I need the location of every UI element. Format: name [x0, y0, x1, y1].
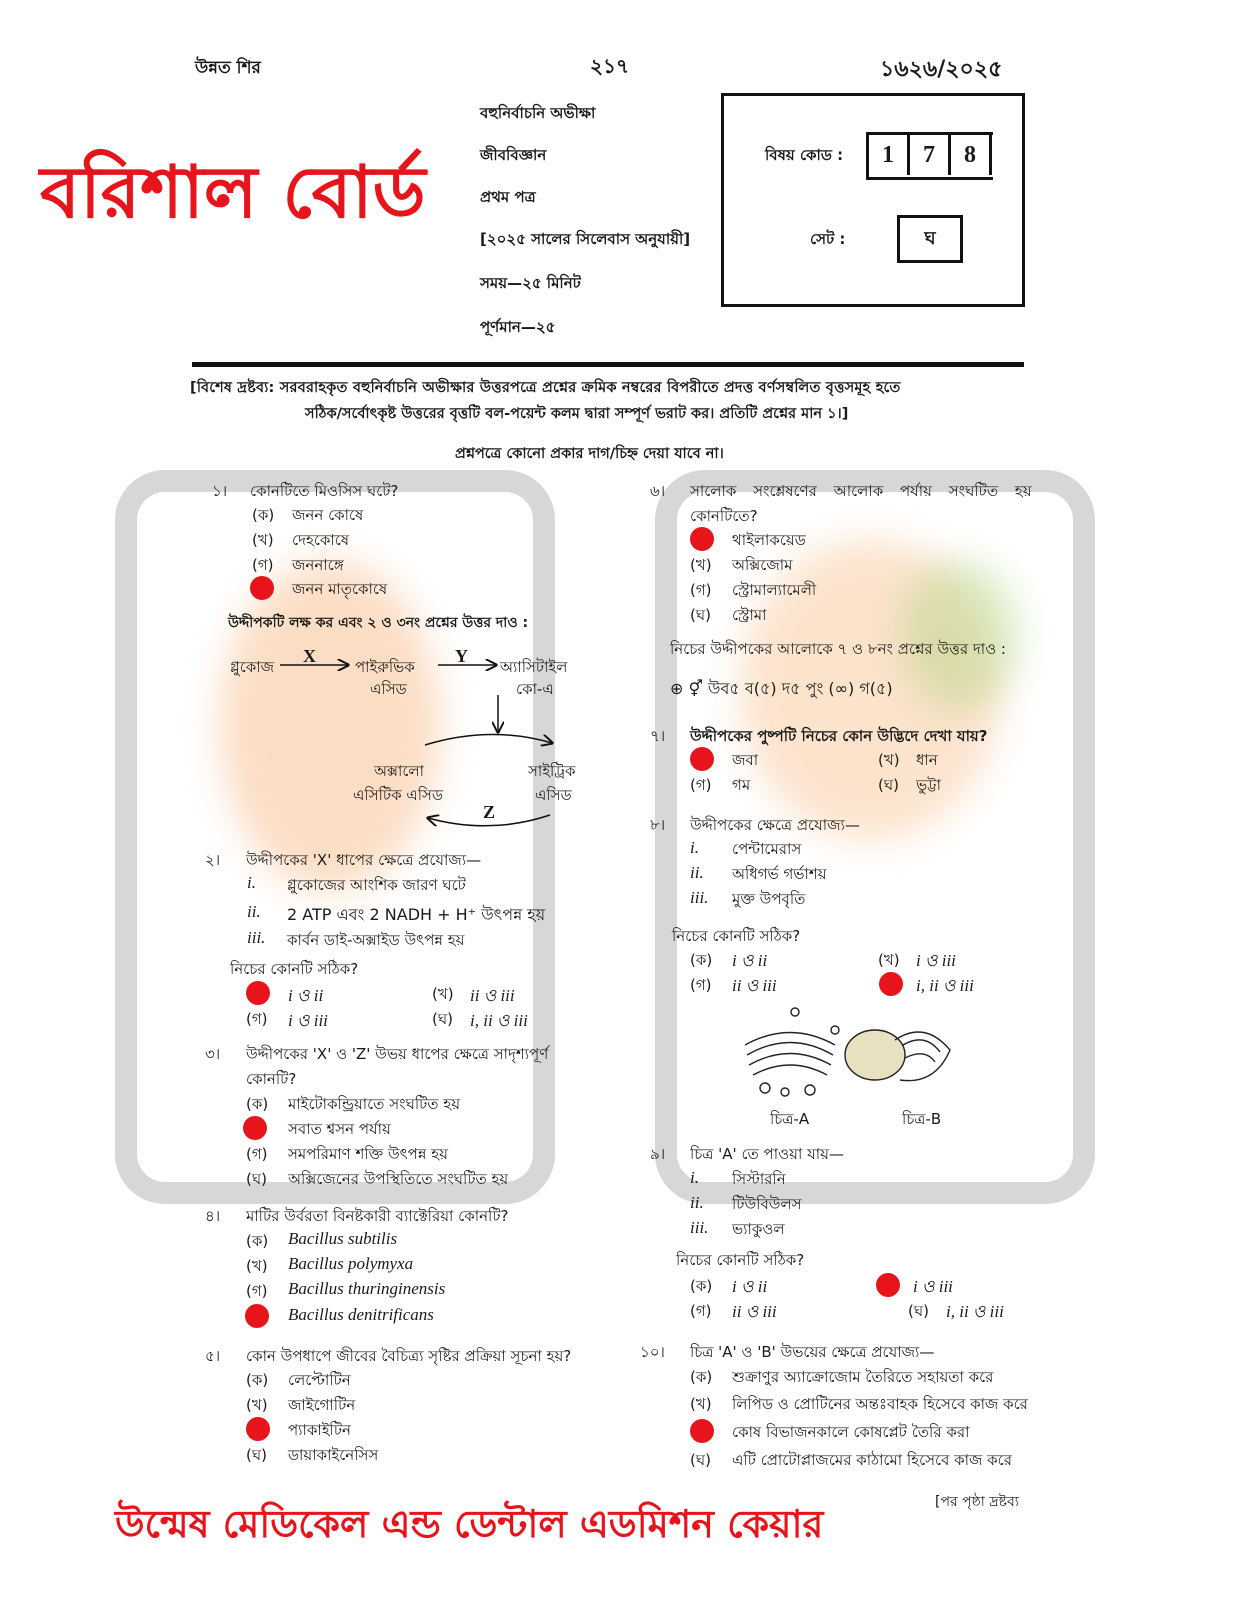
option-text: জনন মাতৃকোষে	[292, 580, 388, 598]
question-number: ৫।	[205, 1347, 221, 1365]
option-text: লিপিড ও প্রোটিনের অন্তঃবাহক হিসেবে কাজ করে	[732, 1395, 1028, 1413]
option-text: জাইগোটিন	[288, 1396, 356, 1414]
option-text: সমপরিমাণ শক্তি উৎপন্ন হয়	[288, 1145, 448, 1163]
question-number: ৪।	[205, 1207, 221, 1225]
statement-text: অধিগর্ভ গর্ভাশয়	[732, 865, 827, 883]
option-label: (ক)	[690, 1277, 713, 1295]
label-y: Y	[455, 646, 468, 666]
marked-answer-dot	[876, 1273, 900, 1297]
question-number: ২।	[205, 851, 221, 869]
stimulus-text: নিচের উদ্দীপকের আলোকে ৭ ও ৮নং প্রশ্নের উত্তর দাও :	[670, 640, 1006, 658]
stimulus-text: উদ্দীপকটি লক্ষ কর এবং ২ ও ৩নং প্রশ্নের উত্তর দাও :	[228, 615, 529, 631]
statement-text: 2 ATP এবং 2 NADH + H⁺ উৎপন্ন হয়	[287, 905, 546, 924]
golgi-figure-b	[845, 1030, 950, 1081]
option-text: ii ও iii	[732, 1302, 777, 1321]
option-text: প্যাকাইটিন	[288, 1421, 351, 1439]
instructions-note: প্রশ্নপত্রে কোনো প্রকার দাগ/চিহ্ন দেয়া যাবে না।	[455, 446, 724, 462]
option-label: (গ)	[246, 1145, 268, 1163]
question-text: উদ্দীপকের পুষ্পটি নিচের কোন উদ্ভিদে দেখা যায়?	[690, 727, 988, 745]
marked-answer-dot	[879, 972, 903, 996]
statement-text: ভ্যাকুওল	[732, 1220, 785, 1238]
label-citric-acid: এসিড	[535, 786, 572, 804]
statement-number: iii.	[690, 1218, 709, 1237]
option-text: জননাঙ্গে	[292, 556, 344, 574]
option-label: (ঘ)	[690, 1451, 711, 1469]
option-label: (গ)	[246, 1282, 268, 1300]
option-label: (খ)	[690, 1395, 712, 1413]
option-label: (ক)	[246, 1095, 269, 1113]
option-text: দেহকোষে	[292, 531, 350, 549]
floral-formula: ⊕ ⚥ উব৫ ব(৫) দ৫ পুং (∞) গ(৫)	[670, 679, 893, 698]
option-label: (খ)	[690, 556, 712, 574]
label-acetyl: অ্যাসিটাইল	[500, 658, 568, 676]
option-text: ডায়াকাইনেসিস	[288, 1446, 379, 1464]
option-text: গম	[732, 776, 751, 794]
option-text: ii ও iii	[732, 976, 777, 995]
option-text: জনন কোষে	[292, 506, 364, 524]
subject: জীববিজ্ঞান	[480, 146, 547, 164]
subject-code-digits	[866, 132, 993, 180]
statement-text: পেন্টামেরাস	[732, 840, 802, 858]
statement-text: সিস্টারনি	[732, 1170, 786, 1188]
statement-number: ii.	[690, 1193, 704, 1212]
statement-number: iii.	[690, 888, 709, 907]
statement-number: i.	[247, 873, 256, 892]
option-text: জবা	[732, 751, 759, 769]
code-digit: 1	[869, 135, 910, 175]
option-text: থাইলাকয়েড	[732, 531, 806, 549]
cycle-arc-top	[425, 734, 552, 745]
instructions-line2: সঠিক/সর্বোৎকৃষ্ট উত্তরের বৃত্তটি বল-পয়েন্ট কলম দ্বারা সম্পূর্ণ ভরাট কর। প্রতিটি প্রশ্নের মান ১।]	[305, 406, 849, 422]
marked-answer-dot	[243, 1116, 267, 1140]
option-label: (ক)	[246, 1232, 269, 1250]
option-label: (গ)	[690, 581, 712, 599]
statement-number: ii.	[247, 902, 261, 921]
question-text: সালোক সংশ্লেষণের আলোক পর্যায় সংঘটিত হয়	[690, 482, 1032, 500]
question-text: উদ্দীপকের 'X' ও 'Z' উভয় ধাপের ক্ষেত্রে সাদৃশ্যপূর্ণ	[246, 1045, 549, 1063]
marked-answer-dot	[690, 527, 714, 551]
marked-answer-dot	[250, 576, 274, 600]
marked-answer-dot	[246, 1417, 270, 1441]
subject-code-label: বিষয় কোড :	[765, 146, 844, 164]
option-text: সবাত শ্বসন পর্যায়	[288, 1120, 391, 1138]
golgi-figure-a	[745, 1008, 839, 1096]
option-label: (খ)	[246, 1257, 268, 1275]
set-value: ঘ	[897, 215, 963, 263]
exam-type: বহুনির্বাচনি অভীক্ষা	[480, 104, 596, 122]
question-ask: নিচের কোনটি সঠিক?	[676, 1251, 805, 1269]
label-glucose: গ্লুকোজ	[230, 658, 275, 676]
label-x: X	[303, 646, 316, 666]
option-text: শুক্রাণুর অ্যাক্রোজোম তৈরিতে সহায়তা করে	[732, 1368, 994, 1386]
option-text: i ও ii	[732, 1277, 768, 1296]
option-label: (খ)	[878, 751, 900, 769]
option-label: (ঘ)	[246, 1446, 267, 1464]
statement-number: i.	[690, 1168, 699, 1187]
option-label: (ঘ)	[246, 1170, 267, 1188]
option-text: i, ii ও iii	[470, 1011, 528, 1030]
divider	[192, 362, 1024, 367]
option-label: (ঘ)	[878, 776, 899, 794]
question-number: ৭।	[650, 727, 666, 745]
figure-a-caption: চিত্র-A	[770, 1110, 810, 1128]
page-number: ২১৭	[590, 54, 629, 78]
option-label: (গ)	[690, 776, 712, 794]
statement-number: iii.	[247, 928, 266, 947]
option-text: স্ট্রোমাল্যামেলী	[732, 581, 817, 599]
option-label: (গ)	[252, 556, 274, 574]
question-text: উদ্দীপকের ক্ষেত্রে প্রযোজ্য—	[690, 816, 860, 834]
question-ask: নিচের কোনটি সঠিক?	[230, 960, 359, 978]
question-number: ৩।	[205, 1045, 221, 1063]
question-text: কোনটিতে?	[690, 507, 758, 525]
statement-text: কার্বন ডাই-অক্সাইড উৎপন্ন হয়	[287, 931, 465, 949]
statement-text: গ্লুকোজের আংশিক জারণ ঘটে	[287, 876, 466, 894]
label-pyruvic: পাইরুভিক	[355, 658, 415, 676]
question-text: উদ্দীপকের 'X' ধাপের ক্ষেত্রে প্রযোজ্য—	[246, 851, 482, 869]
option-label: (ক)	[690, 1368, 713, 1386]
option-text: i ও ii	[288, 986, 324, 1005]
question-number: ৮।	[650, 816, 666, 834]
question-ask: নিচের কোনটি সঠিক?	[672, 927, 801, 945]
organelle-illustrations	[735, 1000, 975, 1100]
option-text: কোষ বিভাজনকালে কোষপ্লেট তৈরি করা	[732, 1423, 970, 1441]
statement-number: i.	[690, 838, 699, 857]
statement-text: টিউবিউলস	[732, 1195, 802, 1213]
paper: প্রথম পত্র	[480, 188, 536, 206]
option-text: i ও ii	[732, 951, 768, 970]
option-label: (খ)	[246, 1396, 268, 1414]
option-text: লেপ্টোটিন	[288, 1371, 351, 1389]
question-text: চিত্র 'A' ও 'B' উভয়ের ক্ষেত্রে প্রযোজ্য—	[690, 1343, 935, 1361]
question-number: ১।	[212, 482, 228, 500]
code-box	[721, 93, 1025, 307]
label-citric: সাইট্রিক	[528, 762, 576, 780]
option-text: অক্সিজোম	[732, 556, 793, 574]
marked-answer-dot	[690, 1419, 714, 1443]
next-page-note: [পর পৃষ্ঠা দ্রষ্টব্য	[935, 1494, 1019, 1510]
option-text: i, ii ও iii	[916, 976, 974, 995]
option-label: (ক)	[246, 1371, 269, 1389]
question-text: কোনটি?	[246, 1070, 297, 1088]
option-text: স্ট্রোমা	[732, 606, 767, 624]
option-label: (ক)	[690, 951, 713, 969]
option-text: অক্সিজেনের উপস্থিতিতে সংঘটিত হয়	[288, 1170, 509, 1188]
paper-code: ১৬২৬/২০২৫	[880, 57, 1003, 82]
option-text: i ও iii	[913, 1277, 953, 1296]
marked-answer-dot	[246, 981, 270, 1005]
option-text: ধান	[916, 751, 938, 769]
option-label: (ক)	[252, 506, 275, 524]
option-text: i ও iii	[288, 1011, 328, 1030]
option-label: (ঘ)	[432, 1010, 453, 1028]
option-text: i ও iii	[916, 951, 956, 970]
option-text: i, ii ও iii	[946, 1302, 1004, 1321]
marked-answer-dot	[690, 747, 714, 771]
code-digit: 7	[910, 135, 951, 175]
option-text: এটি প্রোটোপ্লাজমের কাঠামো হিসেবে কাজ করে	[732, 1451, 1012, 1469]
marked-answer-dot	[245, 1304, 269, 1328]
option-text: Bacillus denitrificans	[288, 1305, 434, 1324]
option-label: (গ)	[690, 1302, 712, 1320]
question-number: ৯।	[650, 1145, 666, 1163]
option-label: (ঘ)	[908, 1302, 929, 1320]
option-text: Bacillus polymyxa	[288, 1254, 414, 1273]
syllabus: [২০২৫ সালের সিলেবাস অনুযায়ী]	[480, 230, 691, 248]
set-label: সেট :	[810, 230, 846, 248]
option-label: (খ)	[432, 985, 454, 1003]
option-text: Bacillus thuringinensis	[288, 1279, 446, 1298]
option-label: (গ)	[690, 976, 712, 994]
label-z: Z	[483, 802, 496, 822]
option-text: ভুট্টা	[916, 776, 941, 794]
label-acetic-acid: এসিটিক এসিড	[353, 786, 443, 804]
label-pyruvic-acid: এসিড	[370, 680, 407, 698]
board-title: বরিশাল বোর্ড	[40, 150, 426, 234]
time: সময়—২৫ মিনিট	[480, 274, 581, 292]
code-digit: 8	[951, 135, 992, 175]
footer-brand: উন্মেষ মেডিকেল এন্ড ডেন্টাল এডমিশন কেয়ার	[115, 1502, 824, 1546]
label-coa: কো-এ	[516, 680, 554, 698]
option-label: (ঘ)	[690, 606, 711, 624]
label-oxalo: অক্সালো	[374, 762, 424, 780]
question-number: ১০।	[640, 1343, 665, 1361]
header-title: উন্নত শির	[195, 58, 261, 78]
question-text: চিত্র 'A' তে পাওয়া যায়—	[690, 1145, 844, 1163]
question-number: ৬।	[650, 482, 666, 500]
option-text: Bacillus subtilis	[288, 1229, 398, 1248]
full-marks: পূর্ণমান—২৫	[480, 318, 556, 336]
option-label: (গ)	[246, 1010, 268, 1028]
figure-b-caption: চিত্র-B	[902, 1110, 942, 1128]
statement-text: মুক্ত উপবৃতি	[732, 890, 806, 908]
instructions-line1: [বিশেষ দ্রষ্টব্য: সরবরাহকৃত বহুনির্বাচনি অভীক্ষার উত্তরপত্রে প্রশ্নের ক্রমিক নম্বরের বিপরীতে প্রদত্ত বর্ণসম্বলিত বৃত্তসমূহ হতে	[190, 380, 901, 396]
question-text: কোনটিতে মিওসিস ঘটে?	[250, 482, 399, 500]
question-text: কোন উপধাপে জীবের বৈচিত্র্য সৃষ্টির প্রক্রিয়া সূচনা হয়?	[246, 1347, 572, 1365]
option-text: ii ও iii	[470, 986, 515, 1005]
option-text: মাইটোকন্ড্রিয়াতে সংঘটিত হয়	[288, 1095, 461, 1113]
option-label: (খ)	[878, 951, 900, 969]
option-label: (খ)	[252, 531, 274, 549]
statement-number: ii.	[690, 863, 704, 882]
question-text: মাটির উর্বরতা বিনষ্টকারী ব্যাক্টেরিয়া কোনটি?	[246, 1207, 509, 1225]
